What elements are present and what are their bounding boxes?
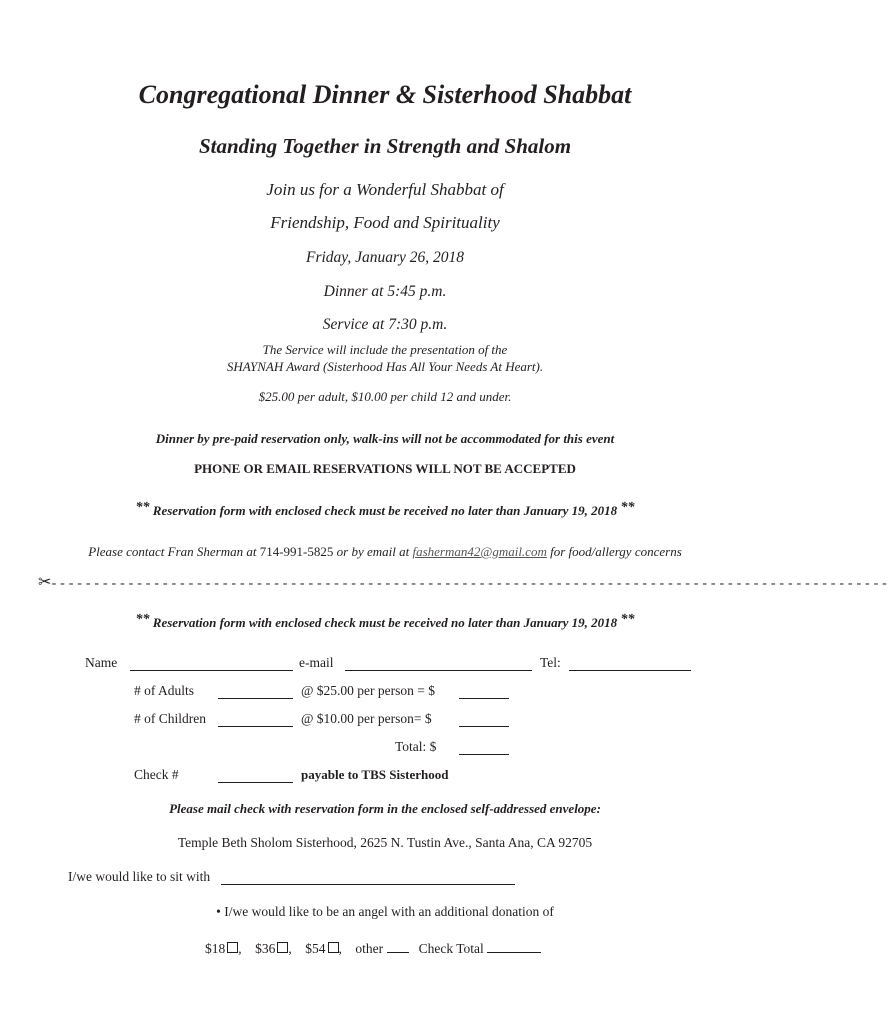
sit-with-field[interactable] xyxy=(221,870,515,885)
stars-left: ** xyxy=(135,500,150,515)
angel-donation-line: • I/we would like to be an angel with an additional donation of xyxy=(216,904,554,919)
event-date: Friday, January 26, 2018 xyxy=(306,249,464,266)
stars-left: ** xyxy=(135,612,150,627)
donation-54-checkbox[interactable] xyxy=(328,942,339,953)
total-amount-field[interactable] xyxy=(459,740,509,755)
adults-count-field[interactable] xyxy=(218,684,293,699)
children-count-field[interactable] xyxy=(218,712,293,727)
donation-54-label: $54 xyxy=(305,941,326,956)
mail-instructions: Please mail check with reservation form in the enclosed self-addressed envelope: xyxy=(169,801,601,816)
deadline-text: Reservation form with enclosed check must be received no later than January 19, 2018 xyxy=(152,615,618,630)
page-subtitle: Standing Together in Strength and Shalom xyxy=(198,134,572,158)
donation-options: $18 , $36 , $54 , other Check Total xyxy=(205,938,541,957)
tel-label: Tel: xyxy=(540,655,561,670)
tel-field[interactable] xyxy=(569,656,691,671)
contact-prefix: Please contact Fran Sherman at xyxy=(88,544,260,559)
donation-36-label: $36 xyxy=(255,941,276,956)
price-line: $25.00 per adult, $10.00 per child 12 and under. xyxy=(258,389,512,404)
deadline-notice-bottom xyxy=(0,612,770,631)
check-number-field[interactable] xyxy=(218,768,293,783)
adults-label: # of Adults xyxy=(134,683,195,698)
cut-line xyxy=(38,572,887,592)
contact-middle: or by email at xyxy=(333,544,413,559)
contact-suffix: for food/allergy concerns xyxy=(546,544,682,559)
donation-18-label: $18 xyxy=(205,941,226,956)
contact-email-link[interactable]: fasherman42@gmail.com xyxy=(412,544,547,559)
donation-other-label: other xyxy=(355,941,384,956)
dinner-time: Dinner at 5:45 p.m. xyxy=(323,283,447,300)
invite-line-2: Friendship, Food and Spirituality xyxy=(270,213,500,232)
sit-with-label: I/we would like to sit with xyxy=(68,869,211,884)
prepaid-notice: Dinner by pre-paid reservation only, walk-ins will not be accommodated for this event xyxy=(155,431,615,446)
check-label: Check # xyxy=(134,767,179,782)
donation-36-checkbox[interactable] xyxy=(277,942,288,953)
invite-line-1: Join us for a Wonderful Shabbat of xyxy=(266,180,504,199)
stars-right: ** xyxy=(620,612,635,627)
no-phone-notice: PHONE OR EMAIL RESERVATIONS WILL NOT BE ACCEPTED xyxy=(194,461,576,476)
stars-right: ** xyxy=(620,500,635,515)
email-field[interactable] xyxy=(345,656,532,671)
scissors-icon: ✂ xyxy=(38,574,52,591)
name-field[interactable] xyxy=(130,656,293,671)
presentation-line-1: The Service will include the presentation of the xyxy=(262,342,508,357)
donation-18-checkbox[interactable] xyxy=(227,942,238,953)
check-total-field[interactable] xyxy=(487,938,541,953)
payable-to: payable to TBS Sisterhood xyxy=(301,767,449,782)
total-label: Total: $ xyxy=(395,739,437,754)
adults-amount-field[interactable] xyxy=(459,684,509,699)
presentation-line-2: SHAYNAH Award (Sisterhood Has All Your Needs At Heart). xyxy=(226,359,544,374)
mailing-address: Temple Beth Sholom Sisterhood, 2625 N. Tustin Ave., Santa Ana, CA 92705 xyxy=(177,835,593,850)
name-label: Name xyxy=(85,655,118,670)
check-total-label: Check Total xyxy=(418,941,484,956)
donation-other-field[interactable] xyxy=(387,938,409,953)
children-label: # of Children xyxy=(134,711,206,726)
deadline-text: Reservation form with enclosed check must be received no later than January 19, 2018 xyxy=(152,503,618,518)
email-label: e-mail xyxy=(299,655,334,670)
contact-line xyxy=(0,544,770,560)
deadline-notice-top xyxy=(0,500,770,519)
adults-rate: @ $25.00 per person = $ xyxy=(301,683,436,698)
service-time: Service at 7:30 p.m. xyxy=(322,316,448,333)
contact-phone: 714-991-5825 xyxy=(259,544,334,559)
cut-dashes: - - - - - - - - - - - - - - - - - - - - - - - - - - - - - - - - - - - - - - - - - - - - - - - - - - - - - - - - - - - - - - - - - - - - - - - - - - - - - - - - - - - - - - - - - - - - - - - - - - xyxy=(51,576,887,591)
page-title: Congregational Dinner & Sisterhood Shabbat xyxy=(138,80,632,109)
children-rate: @ $10.00 per person= $ xyxy=(301,711,432,726)
children-amount-field[interactable] xyxy=(459,712,509,727)
